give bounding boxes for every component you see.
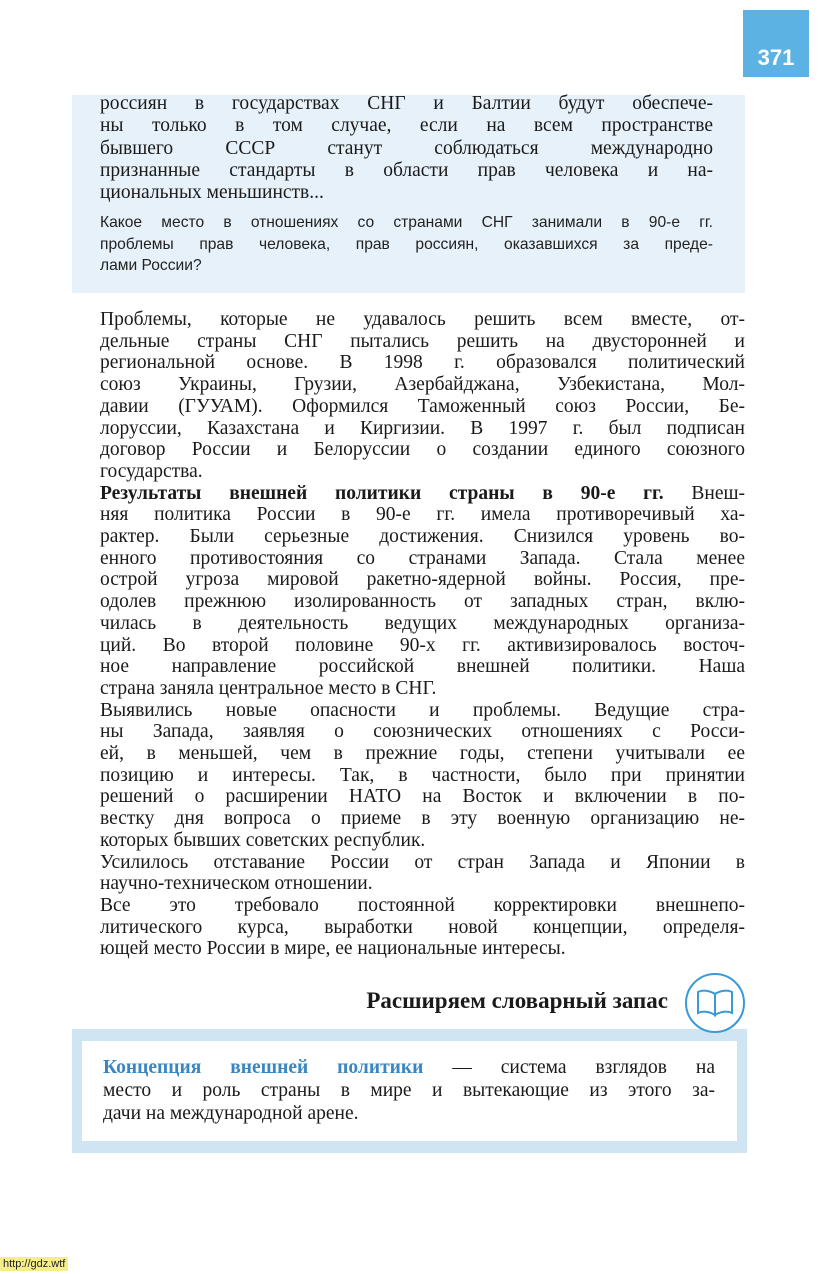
book-icon bbox=[685, 973, 745, 1033]
text-line: острой угроза мировой ракетно-ядерной войны. Россия, пре- bbox=[100, 569, 745, 591]
text-line: дельные страны СНГ пытались решить на двусторонней и bbox=[100, 330, 745, 352]
text-line: ны Запада, заявляя о союзнических отношениях с Росси- bbox=[100, 721, 745, 743]
quote-text bbox=[100, 93, 713, 204]
body-text bbox=[100, 309, 745, 960]
text-fragment: Внеш- bbox=[663, 482, 746, 504]
text-line: вестку дня вопроса о приеме в эту военную организацию не- bbox=[100, 808, 745, 830]
text-line: позицию и интересы. Так, в частности, было при принятии bbox=[100, 764, 745, 786]
question-text bbox=[100, 212, 713, 277]
question-line: проблемы прав человека, прав россиян, оказавшихся за преде- bbox=[100, 235, 713, 253]
text-line: место и роль страны в мире и вытекающие из этого за- bbox=[103, 1080, 715, 1101]
text-line: одолев прежнюю изолированность от западных стран, вклю- bbox=[100, 591, 745, 613]
term: Концепция внешней политики bbox=[103, 1057, 424, 1078]
text-line: рактер. Были серьезные достижения. Снизился уровень во- bbox=[100, 526, 745, 548]
text-line: ей, в меньшей, чем в прежние годы, степени учитывали ее bbox=[100, 743, 745, 765]
quote-line: россиян в государствах СНГ и Балтии будут обеспече- bbox=[100, 93, 713, 114]
text-line: научно-техническом отношении. bbox=[100, 873, 373, 895]
section-heading: Результаты внешней политики страны в 90-е гг. bbox=[100, 482, 664, 504]
text-line: Усилилось отставание России от стран Запада и Японии в bbox=[100, 851, 745, 873]
paragraph-1 bbox=[100, 309, 745, 483]
text-line: давии (ГУУАМ). Оформился Таможенный союз России, Бе- bbox=[100, 395, 745, 417]
text-line: решений о расширении НАТО на Восток и включении в по- bbox=[100, 786, 745, 808]
vocab-heading: Расширяем словарный запас bbox=[366, 988, 668, 1013]
text-line: няя политика России в 90-е гг. имела противоречивый ха- bbox=[100, 504, 745, 526]
watermark-link[interactable]: http://gdz.wtf bbox=[0, 1257, 68, 1271]
paragraph-4 bbox=[100, 852, 745, 895]
text-line: Выявились новые опасности и проблемы. Ведущие стра- bbox=[100, 699, 745, 721]
quote-line: признанные стандарты в области прав человека и на- bbox=[100, 159, 713, 181]
text-line: страна заняла центральное место в СНГ. bbox=[100, 677, 437, 699]
text-line: Все это требовало постоянной корректировки внешнепо- bbox=[100, 894, 745, 916]
quote-line: циональных меньшинств... bbox=[100, 182, 324, 204]
question-line: Какое место в отношениях со странами СНГ занимали в 90-е гг. bbox=[100, 214, 713, 231]
text-line: ное направление российской внешней политики. Наша bbox=[100, 656, 745, 678]
text-fragment: — система взглядов на bbox=[423, 1057, 715, 1078]
text-line: енного противостояния со странами Запада. Стала менее bbox=[100, 547, 745, 569]
definition-text bbox=[103, 1056, 715, 1125]
text-line: которых бывших советских республик. bbox=[100, 829, 426, 851]
text-line: региональной основе. В 1998 г. образовался политический bbox=[100, 352, 745, 374]
text-line: чилась в деятельность ведущих международных организа- bbox=[100, 612, 745, 634]
text-line: союз Украины, Грузии, Азербайджана, Узбекистана, Мол- bbox=[100, 374, 745, 396]
paragraph-5 bbox=[100, 895, 745, 960]
paragraph-3 bbox=[100, 700, 745, 852]
text-line bbox=[100, 483, 745, 505]
text-line: ющей место России в мире, ее национальные интересы. bbox=[100, 938, 566, 960]
text-line bbox=[103, 1056, 715, 1079]
text-line: Проблемы, которые не удавалось решить всем вместе, от- bbox=[100, 309, 745, 330]
text-line: литического курса, выработки новой концепции, определя- bbox=[100, 916, 745, 938]
text-line: договор России и Белоруссии о создании единого союзного bbox=[100, 439, 745, 461]
quote-line: бывшего СССР станут соблюдаться международно bbox=[100, 137, 713, 159]
question-line: лами России? bbox=[100, 257, 202, 274]
text-line: дачи на международной арене. bbox=[103, 1103, 359, 1124]
text-line: ций. Во второй половине 90-х гг. активизировалось восточ- bbox=[100, 634, 745, 656]
text-line: лоруссии, Казахстана и Киргизии. В 1997 г. был подписан bbox=[100, 417, 745, 439]
page-number: 371 bbox=[757, 45, 795, 70]
paragraph-2 bbox=[100, 483, 745, 700]
page-number-badge bbox=[743, 10, 809, 77]
quote-line: ны только в том случае, если на всем пространстве bbox=[100, 115, 713, 137]
text-line: государства. bbox=[100, 460, 203, 482]
